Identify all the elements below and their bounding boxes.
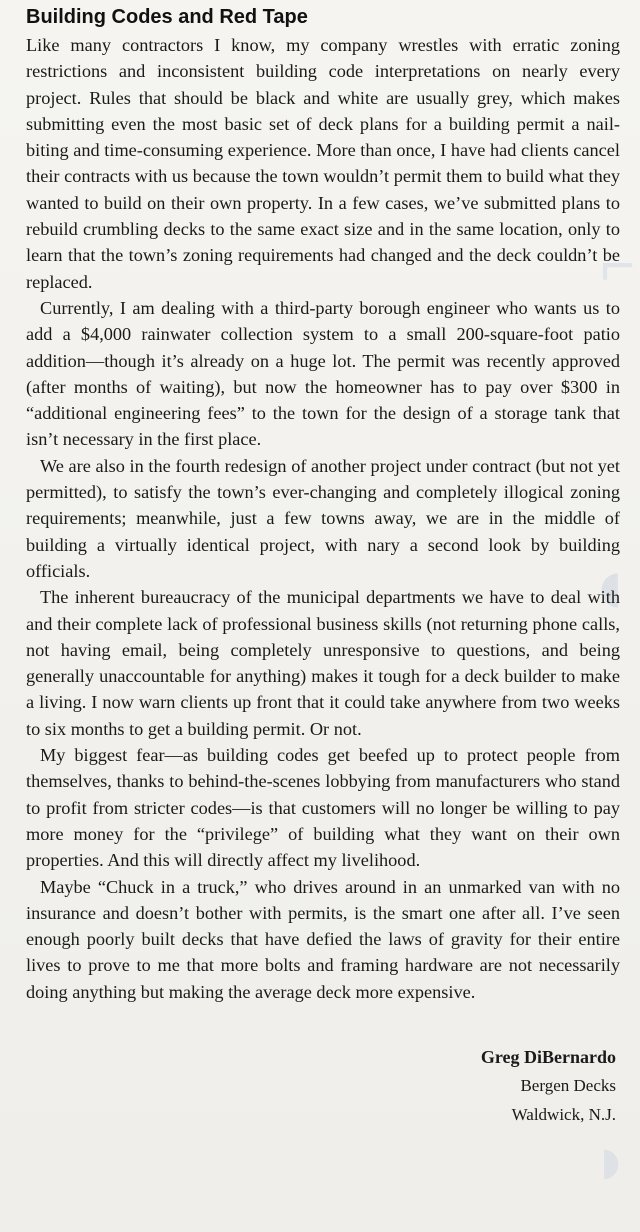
paragraph: Currently, I am dealing with a third-party borough engineer who wants us to add a $4,000 rainwater collection system to a small 200-square-foot patio addition—though it’s already on a huge lot. The permit was recently approved (after months of waiting), but now the homeowner has to pay over $300 in “additional engineering fees” to the town for the design of a storage tank that isn’t necessary in the first place.: [26, 297, 620, 450]
article-headline: Building Codes and Red Tape: [26, 6, 308, 28]
author-name: Greg DiBernardo: [480, 1047, 616, 1067]
show-through-decoration: ⌐: [600, 231, 636, 298]
paragraph: The inherent bureaucracy of the municipal departments we have to deal with and their complete lack of professional business skills (not returning phone calls, not having email, being completely unresponsive to questions, and being generally unaccountable for anything) makes it tough for a deck builder to make a living. I now warn clients up front that it could take anywhere from two weeks to six months to get a building permit. Or not.: [26, 587, 620, 739]
author-location: Waldwick, N.J.: [511, 1105, 616, 1124]
show-through-decoration: ◖: [585, 541, 634, 630]
paragraph: Maybe “Chuck in a truck,” who drives around in an unmarked van with no insurance and doesn’t bother with permits, is the smart one after all. I’ve seen enough poorly built decks that have defied the laws of gravity for their entire lives to prove to me that more bolts and framing hardware are not necessarily doing anything but making the average deck more expensive.: [26, 876, 620, 1002]
paragraph: We are also in the fourth redesign of another project under contract (but not yet permitted), to satisfy the town’s ever-changing and completely illogical zoning requirements; meanwhile, just a few towns away, we are in the middle of building a virtually identical project, with nary a second look by building officials.: [26, 455, 620, 581]
letter-article: [26, 4, 620, 1005]
paragraph: My biggest fear—as building codes get beefed up to protect people from themselves, thanks to behind-the-scenes lobbying from manufacturers who stand to profit from stricter codes—is that customers will no longer be willing to pay more money for the “privilege” of building what they want on their own properties. And this will directly affect my livelihood.: [26, 745, 620, 871]
paragraph: Like many contractors I know, my company wrestles with erratic zoning restrictions and inconsistent building code interpretations on nearly every project. Rules that should be black and white are usually grey, which makes submitting even the most basic set of deck plans for a building permit a nail-biting and time-consuming experience. More than once, I have had clients cancel their contracts with us because the town wouldn’t permit them to build what they wanted to build on their own property. In a few cases, we’ve submitted plans to rebuild crumbling decks to the same exact size and in the same location, only to learn that the town’s zoning requirements had changed and the deck couldn’t be replaced.: [26, 35, 620, 292]
author-signature: [481, 1043, 616, 1129]
author-company: Bergen Decks: [520, 1076, 616, 1095]
article-body: [26, 32, 620, 1005]
show-through-decoration: ◗: [590, 1121, 633, 1199]
